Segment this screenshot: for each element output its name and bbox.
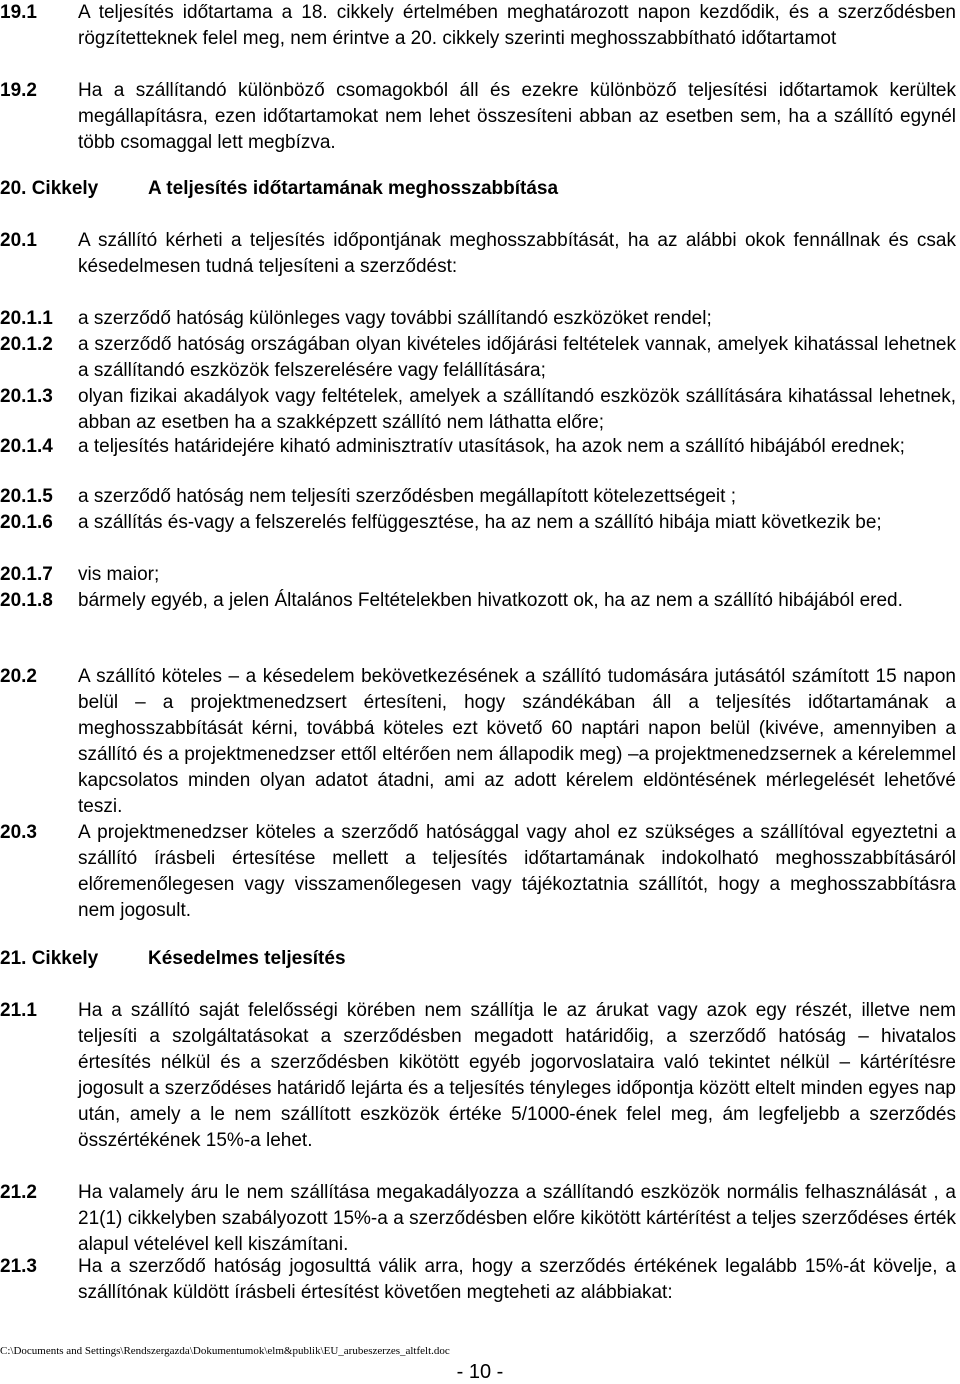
- clause-21-1: [0, 998, 956, 1154]
- clause-number: 20.3: [0, 822, 37, 843]
- clause-20-1: [0, 228, 956, 280]
- article-title: A teljesítés időtartamának meghosszabbítása: [148, 178, 559, 199]
- article-number: 21. Cikkely: [0, 948, 99, 969]
- clause-number: 19.2: [0, 80, 37, 101]
- clause-number: 20.2: [0, 666, 37, 687]
- clause-20-3: [0, 820, 956, 924]
- clause-20-1-7: [0, 562, 956, 588]
- clause-21-3: [0, 1254, 956, 1306]
- clause-number: 20.1: [0, 230, 37, 251]
- clause-19-1: [0, 0, 956, 52]
- clause-21-2: [0, 1180, 956, 1258]
- clause-text: Ha valamely áru le nem szállítása megakadályozza a szállítandó eszközök normális felhasználását , a 21(1) cikkelyben szabályozott 15%-a a szerződésben előre kikötött kártérítést a teljes szerződéses érték alapul vételével kell kiszámítani.: [78, 1182, 956, 1255]
- clause-number: 21.1: [0, 1000, 37, 1021]
- clause-number: 20.1.8: [0, 590, 53, 611]
- clause-number: 20.1.1: [0, 308, 53, 329]
- clause-text: Ha a szállító saját felelősségi körében nem szállítja le az árukat vagy azok egy részét, illetve nem teljesíti a szolgáltatásokat a szerződésben megadott határidőig, a szerződő hatóság – hivatalos értesítés nélkül és a szerződésben kikötött egyéb jogorvoslataira való tekintet nélkül – kártérítésre jogosult a szerződéses határidő lejárta és a teljesítés tényleges időpontja között eltelt minden egyes nap után, amely a le nem szállított eszközök értéke 5/1000-ének felel meg, ám legfeljebb a szerződés összértékének 15%-a lehet.: [78, 1000, 956, 1151]
- clause-number: 20.1.5: [0, 486, 53, 507]
- clause-text: a szerződő hatóság országában olyan kivételes időjárási feltételek vannak, amelyek kihatással lehetnek a szállítandó eszközök felszerelésére vagy felállítására;: [78, 334, 956, 381]
- clause-number: 20.1.2: [0, 334, 53, 355]
- clause-20-1-1: [0, 306, 956, 332]
- clause-20-1-3: [0, 384, 956, 436]
- clause-text: Ha a szállítandó különböző csomagokból áll és ezekre különböző teljesítési időtartamok kerültek megállapításra, ezen időtartamokat nem lehet összesíteni abban az esetben sem, ha a szállító egynél több csomaggal lett megbízva.: [78, 80, 956, 153]
- clause-20-1-5: [0, 484, 956, 510]
- clause-text: A szállító kérheti a teljesítés időpontjának meghosszabbítását, ha az alábbi okok fennállnak és csak késedelmesen tudná teljesíteni a szerződést:: [78, 230, 956, 277]
- clause-text: A teljesítés időtartama a 18. cikkely értelmében meghatározott napon kezdődik, és a szerződésben rögzítetteknek felel meg, nem érintve a 20. cikkely szerinti meghosszabbítható időtartamot: [78, 2, 956, 49]
- clause-number: 21.2: [0, 1182, 37, 1203]
- clause-20-2: [0, 664, 956, 820]
- clause-text: vis maior;: [78, 564, 160, 585]
- clause-text: a szerződő hatóság nem teljesíti szerződésben megállapított kötelezettségeit ;: [78, 486, 736, 507]
- clause-20-1-2: [0, 332, 956, 384]
- clause-20-1-4: [0, 434, 956, 460]
- page-number: - 10 -: [456, 1361, 504, 1383]
- clause-number: 21.3: [0, 1256, 37, 1277]
- clause-19-2: [0, 78, 956, 156]
- clause-text: a teljesítés határidejére kiható adminisztratív utasítások, ha azok nem a szállító hibájából erednek;: [78, 436, 905, 457]
- clause-number: 20.1.7: [0, 564, 53, 585]
- article-title: Késedelmes teljesítés: [148, 948, 346, 969]
- clause-text: Ha a szerződő hatóság jogosulttá válik arra, hogy a szerződés értékének legalább 15%-át kövelje, a szállítónak küldött írásbeli értesítést követően megteheti az alábbiakat:: [78, 1256, 956, 1303]
- clause-20-1-8: [0, 588, 956, 614]
- clause-20-1-6: [0, 510, 956, 536]
- clause-number: 20.1.4: [0, 436, 53, 457]
- article-number: 20. Cikkely: [0, 178, 99, 199]
- clause-text: A szállító köteles – a késedelem bekövetkezésének a szállító tudomására jutásától számított 15 napon belül – a projektmenedzsert értesíteni, hogy szándékában áll a teljesítés időtartamának a meghosszabbítását kérni, továbbá köteles ezt követő 60 naptári napon belül (kivéve, amennyiben a szállító és a projektmenedzser ettől eltérően nem állapodik meg) –a projektmenedzsernek a kérelemmel kapcsolatos minden olyan adatot átadni, ami az adott kérelem eldöntésének mérlegelését lehetővé teszi.: [78, 666, 956, 817]
- clause-text: a szerződő hatóság különleges vagy további szállítandó eszközöket rendel;: [78, 308, 712, 329]
- clause-text: A projektmenedzser köteles a szerződő hatósággal vagy ahol ez szükséges a szállítóval egyeztetni a szállító írásbeli értesítése mellett a teljesítés időtartamának indokolható meghosszabbításáról előremenőlegesen vagy visszamenőlegesen vagy tájékoztatnia szállítót, hogy a meghosszabbításra nem jogosult.: [78, 822, 956, 921]
- clause-text: olyan fizikai akadályok vagy feltételek, amelyek a szállítandó eszközök szállítására kihatással lehetnek, abban az esetben ha a szakképzett szállító nem láthatta előre;: [78, 386, 956, 433]
- footer-file-path: C:\Documents and Settings\Rendszergazda\Dokumentumok\elm&publik\EU_arubeszerzes_altfelt.doc: [0, 1345, 450, 1357]
- clause-text: a szállítás és-vagy a felszerelés felfüggesztése, ha az nem a szállító hibája miatt következik be;: [78, 512, 882, 533]
- clause-text: bármely egyéb, a jelen Általános Feltételekben hivatkozott ok, ha az nem a szállító hibájából ered.: [78, 590, 903, 611]
- clause-number: 20.1.6: [0, 512, 53, 533]
- clause-number: 19.1: [0, 2, 37, 23]
- clause-number: 20.1.3: [0, 386, 53, 407]
